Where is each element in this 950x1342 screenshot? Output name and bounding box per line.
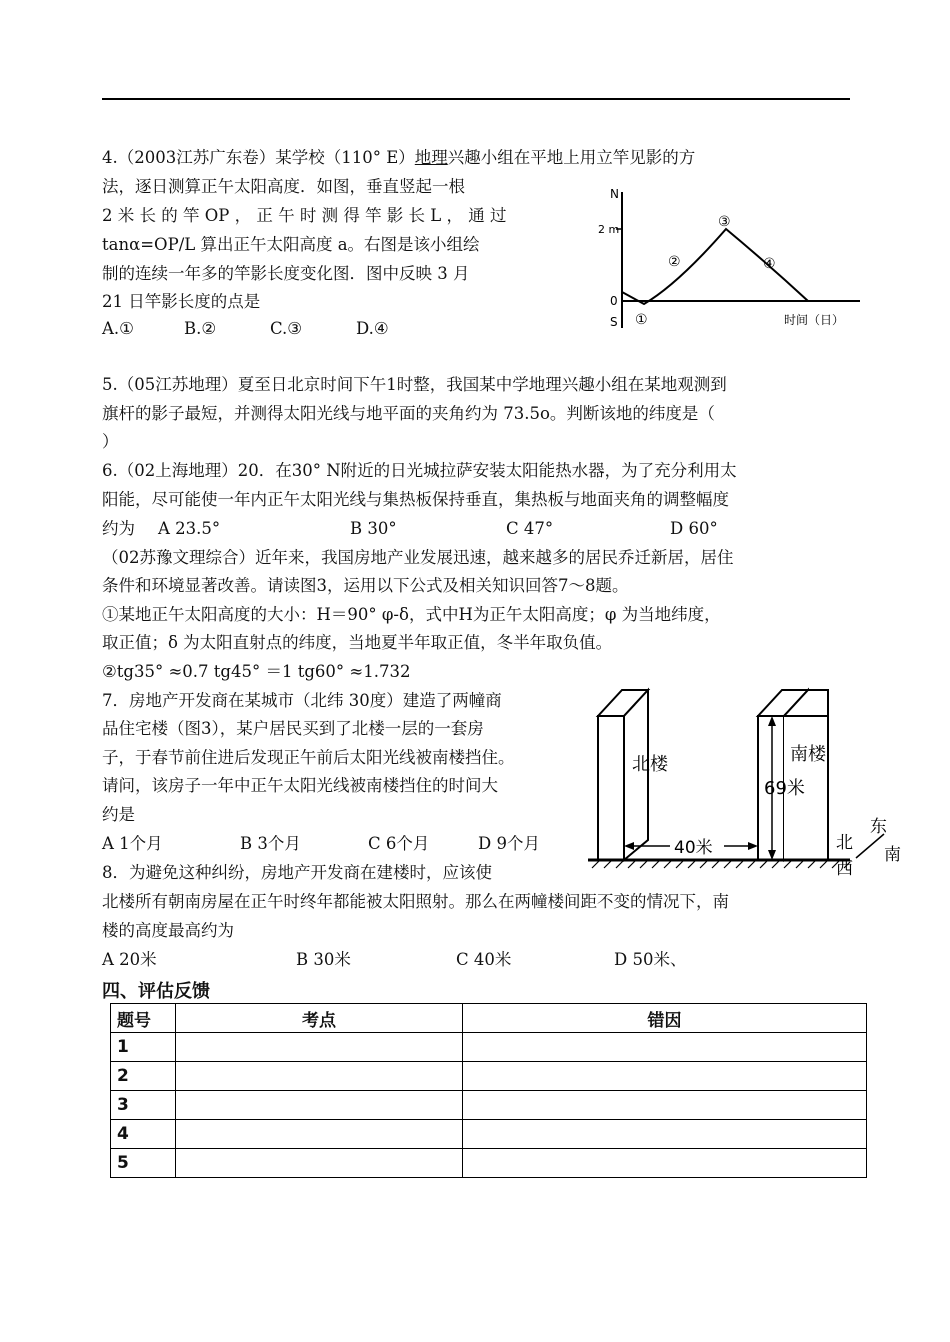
section-title: 四、评估反馈 (102, 981, 210, 1002)
distance-label: 40米 (674, 838, 713, 858)
q7-option-d: D 9个月 (478, 834, 540, 853)
q8-options (102, 948, 686, 972)
header-number: 题号 (111, 1004, 176, 1033)
compass-line (856, 834, 884, 858)
q6-lead: 约为 (102, 519, 135, 538)
table-row (111, 1120, 867, 1149)
q8-line-3: 楼的高度最高约为 (102, 921, 234, 940)
south-building-label: 南楼 (790, 744, 826, 765)
y-2m-label: 2 m (598, 223, 620, 236)
q4-line-4: tanα=OP/L 算出正午太阳高度 a。右图是该小组绘 (102, 235, 480, 254)
row-number: 1 (111, 1033, 176, 1062)
q6-option-a: A 23.5° (158, 519, 221, 538)
north-building-label: 北楼 (632, 754, 668, 775)
q4-option-c: C.③ (270, 319, 303, 338)
q4-line-2: 法，逐日测算正午太阳高度．如图，垂直竖起一根 (102, 177, 465, 196)
q7-line-2: 品住宅楼（图3），某户居民买到了北楼一层的一套房 (102, 719, 484, 738)
s-label: S (610, 315, 618, 329)
table-row (111, 1033, 867, 1062)
table-row (111, 1062, 867, 1091)
intro-line-2: 条件和环境显著改善。请读图3，运用以下公式及相关知识回答7～8题。 (102, 576, 629, 595)
table-row (111, 1091, 867, 1120)
row-number: 4 (111, 1120, 176, 1149)
q4-line-6: 21 日竿影长度的点是 (102, 292, 261, 311)
error-cause-cell[interactable] (463, 1149, 867, 1178)
intro-line-5: ②tg35° ≈0.7 tg45° ＝1 tg60° ≈1.732 (102, 662, 411, 681)
evaluation-table (110, 1003, 867, 1178)
q4-text: 4.（2003江苏广东卷）某学校（110° E） (102, 148, 415, 167)
topic-cell[interactable] (176, 1149, 463, 1178)
q4-underlined-word: 地理 (414, 148, 448, 167)
intro-line-3: ①某地正午太阳高度的大小：H＝90° φ-δ，式中H为正午太阳高度；φ 为当地纬度， (102, 605, 721, 624)
q4-option-b: B.② (184, 319, 217, 338)
q7-line-3: 子，于春节前住进后发现正午前后太阳光线被南楼挡住。 (102, 748, 515, 767)
row-number: 2 (111, 1062, 176, 1091)
row-number: 5 (111, 1149, 176, 1178)
table-row (111, 1149, 867, 1178)
zero-label: 0 (610, 294, 618, 308)
q4-options (102, 317, 389, 341)
q8-option-a: A 20米 (102, 950, 157, 969)
error-cause-cell[interactable] (463, 1091, 867, 1120)
error-cause-cell[interactable] (463, 1062, 867, 1091)
q6-line-1: 6.（02上海地理）20．在30° N附近的日光城拉萨安装太阳能热水器，为了充分利用太 (102, 461, 737, 480)
compass-east: 东 (870, 817, 887, 837)
compass-west: 西 (836, 859, 853, 879)
compass-north: 北 (836, 833, 853, 853)
shadow-length-figure (598, 182, 868, 334)
q4-line-5: 制的连续一年多的竿影长度变化图．图中反映 3 月 (102, 264, 470, 283)
q7-option-a: A 1个月 (102, 834, 163, 853)
q8-option-b: B 30米 (296, 950, 351, 969)
q6-option-c: C 47° (506, 519, 554, 538)
n-label: N (610, 187, 619, 201)
q8-line-2: 北楼所有朝南房屋在正午时终年都能被太阳照射。那么在两幢楼间距不变的情况下，南 (102, 892, 729, 911)
q4-text: 兴趣小组在平地上用立竿见影的方 (447, 148, 696, 167)
q7-line-5: 约是 (102, 805, 135, 824)
point-3-label: ③ (718, 214, 731, 230)
q5-line-1: 5.（05江苏地理）夏至日北京时间下午1时整，我国某中学地理兴趣小组在某地观测到 (102, 375, 727, 394)
north-building-front (598, 716, 624, 860)
q7-options (102, 832, 540, 856)
distance-arrow-head-right (748, 842, 758, 850)
q4-line-1 (102, 146, 695, 170)
height-label: 69米 (764, 778, 805, 799)
x-axis-label: 时间（日） (784, 313, 845, 327)
q7-option-b: B 3个月 (240, 834, 301, 853)
header-error-cause: 错因 (463, 1004, 867, 1033)
q5-line-3: ） (102, 432, 119, 451)
intro-line-1: （02苏豫文理综合）近年来，我国房地产业发展迅速，越来越多的居民乔迁新居，居住 (102, 548, 734, 567)
q4-line-3: 2 米 长 的 竿 OP ， 正 午 时 测 得 竿 影 长 L ， 通 过 (102, 206, 507, 225)
buildings-figure (588, 676, 918, 882)
point-2-label: ② (668, 254, 681, 270)
topic-cell[interactable] (176, 1120, 463, 1149)
q6-line-2: 阳能，尽可能使一年内正午太阳光线与集热板保持垂直，集热板与地面夹角的调整幅度 (102, 490, 729, 509)
q8-line-1: 8．为避免这种纠纷，房地产开发商在建楼时，应该使 (102, 863, 492, 882)
q6-option-b: B 30° (350, 519, 397, 538)
intro-line-4: 取正值；δ 为太阳直射点的纬度，当地夏半年取正值，冬半年取负值。 (102, 633, 613, 652)
q7-line-4: 请问，该房子一年中正午太阳光线被南楼挡住的时间大 (102, 776, 498, 795)
q4-option-d: D.④ (356, 319, 389, 338)
north-building-side (624, 690, 648, 860)
q4-option-a: A.① (102, 319, 134, 338)
q6-line-3 (102, 517, 718, 541)
q6-option-d: D 60° (670, 519, 718, 538)
row-number: 3 (111, 1091, 176, 1120)
table-header-row (111, 1004, 867, 1033)
shadow-curve (622, 229, 808, 304)
q7-line-1: 7．房地产开发商在某城市（北纬 30度）建造了两幢商 (102, 691, 502, 710)
header-rule (102, 98, 850, 100)
q8-option-d: D 50米、 (614, 950, 687, 969)
header-topic: 考点 (176, 1004, 463, 1033)
q8-option-c: C 40米 (456, 950, 512, 969)
compass-south: 南 (884, 845, 901, 865)
point-4-label: ④ (763, 256, 776, 272)
error-cause-cell[interactable] (463, 1120, 867, 1149)
q5-line-2: 旗杆的影子最短，并测得太阳光线与地平面的夹角约为 73.5o。判断该地的纬度是（ (102, 404, 715, 423)
error-cause-cell[interactable] (463, 1033, 867, 1062)
q7-option-c: C 6个月 (368, 834, 430, 853)
topic-cell[interactable] (176, 1062, 463, 1091)
point-1-label: ① (635, 312, 648, 328)
topic-cell[interactable] (176, 1033, 463, 1062)
topic-cell[interactable] (176, 1091, 463, 1120)
